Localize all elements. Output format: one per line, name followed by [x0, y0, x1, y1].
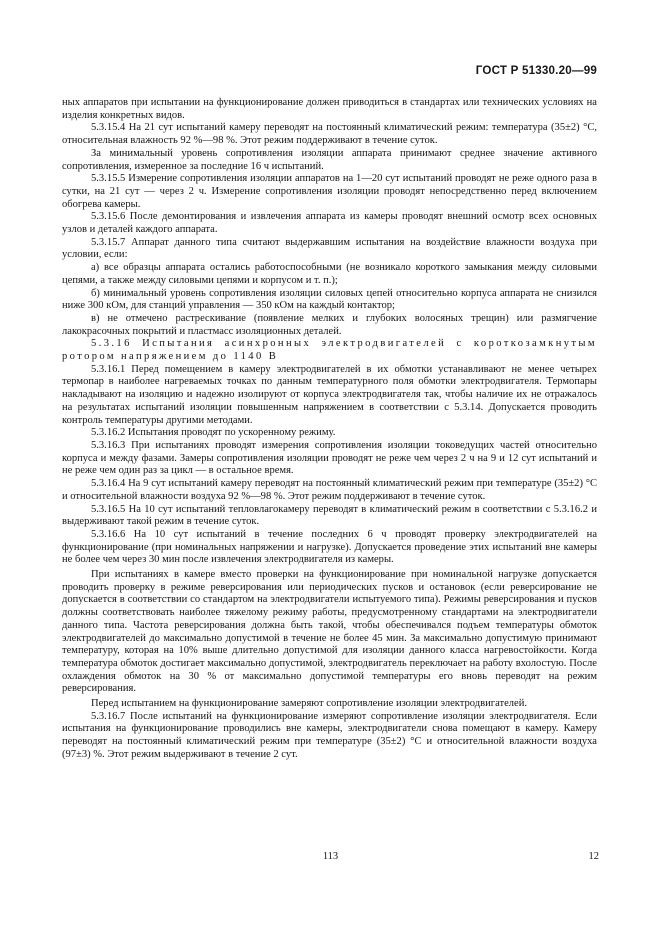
paragraph-min-resistance: За минимальный уровень сопротивления изоляции аппарата принимают среднее значение активного сопротивления, измеренное за последние 16 ч испытаний. [62, 147, 597, 172]
standard-designation: ГОСТ Р 51330.20—99 [475, 64, 597, 77]
paragraph-continuation: ных аппаратов при испытании на функционирование должен приводиться в стандартах или технических условиях на изделия конкретных видов. [62, 97, 597, 121]
folio-center-number: 113 [322, 851, 339, 862]
paragraph-5-3-16-3: 5.3.16.3 При испытаниях проводят измерения сопротивления изоляции токоведущих частей относительно корпуса и между фазами. Замеры сопротивления изоляции проводят не реже чем через 2 ч на 9 и 12 сут испытаний и не реже чем один раз за цикл — в остальное время. [62, 439, 597, 477]
paragraph-5-3-16-4: 5.3.16.4 На 9 сут испытаний камеру переводят на постоянный климатический режим при температуре (35±2) °С и относительной влажности воздуха 92 %—98 %. Этот режим поддерживают в течение суток. [62, 478, 597, 502]
paragraph-5-3-15-7: 5.3.15.7 Аппарат данного типа считают выдержавшим испытания на воздействие влажности воздуха при условии, если: [62, 236, 597, 261]
page-number: 12 [588, 851, 599, 862]
paragraph-5-3-15-5: 5.3.15.5 Измерение сопротивления изоляции аппаратов на 1—20 сут испытаний проводят не реже одного раза в сутки, на 21 сут — через 2 ч. Измерение сопротивления изоляции проводят непосредственно перед включением обогрева камеры. [62, 173, 597, 210]
list-item-a: а) все образцы аппарата остались работоспособными (не возникало короткого замыкания между силовыми цепями, а также между силовыми цепями и корпусом и т. п.); [62, 262, 597, 286]
section-heading-5-3-16: 5.3.16 Испытания асинхронных электродвигателей с короткозамкнутым ротором напряжением до 1140 В [62, 338, 597, 363]
paragraph-5-3-16-2: 5.3.16.2 Испытания проводят по ускоренному режиму. [91, 427, 336, 439]
paragraph-reversing-test: При испытаниях в камере вместо проверки на функционирование при номинальной нагрузке допускается проводить проверку в режиме реверсирования или периодических пусков и остановок (если реверсирование не допускается в соответствии со стандартом на электродвигатели испытуемого типа). Режимы реверсирования и пусков должны соответствовать наиболее тяжелому режиму работы, предусмотренному стандартами на электродвигатели данного типа. Частота реверсирования должна быть такой, чтобы обеспечивался подъем температуры обмоток электродвигателей до максимально допустимой в течение не более 45 мин. За максимально допустимую принимают температуру, которая на 10% выше длительно допустимой для изоляции данного класса нагревостойкости. Когда температура обмоток достигает максимально допустимой, электродвигатель переключает на работу вхолостую. После охлаждения обмоток на 30 % от максимально допустимой температуры его вновь переводят на режим реверсирования. [62, 569, 597, 695]
list-item-v: в) не отмечено растрескивание (появление мелких и глубоких волосяных трещин) или размягчение лакокрасочных покрытий и пластмасс изоляционных деталей. [62, 312, 597, 337]
paragraph-5-3-16-1: 5.3.16.1 Перед помещением в камеру электродвигателей в их обмотки устанавливают не менее четырех термопар в наиболее нагреваемых точках по данным температурного поля обмотки электродвигателя. Термопары накладывают на изоляцию и надежно изолируют от корпуса электродвигателя так, чтобы наличие их не отражалось на результатах испытаний изоляции повышенным напряжением в соответствии с 5.3.14. Допускается проводить контроль температуры другими методами. [62, 363, 597, 426]
list-item-b: б) минимальный уровень сопротивления изоляции силовых цепей относительно корпуса аппарата не снизился ниже 300 кОм, для станций управления — 350 кОм на каждый контактор; [62, 287, 597, 312]
paragraph-5-3-16-7: 5.3.16.7 После испытаний на функционирование измеряют сопротивление изоляции электродвигателя. Если испытания на функционирование проводились вне камеры, электродвигатели снова помещают в камеру. Камеру переводят на постоянный климатический режим при температуре (35±2) °С и относительной влажности воздуха (97±3) %. Этот режим выдерживают в течение 2 сут. [62, 710, 597, 760]
paragraph-5-3-15-6: 5.3.15.6 После демонтирования и извлечения аппарата из камеры проводят внешний осмотр всех основных узлов и деталей каждого аппарата. [62, 211, 597, 236]
paragraph-pre-test-measurement: Перед испытанием на функционирование замеряют сопротивление изоляции электродвигателей. [91, 698, 527, 710]
paragraph-5-3-15-4: 5.3.15.4 На 21 сут испытаний камеру переводят на постоянный климатический режим: температура (35±2) °С, относительная влажность 92 %—98 %. Этот режим поддерживают в течение суток. [62, 122, 597, 147]
paragraph-5-3-16-6: 5.3.16.6 На 10 сут испытаний в течение последних 6 ч проводят проверку электродвигателей на функционирование (при номинальных напряжении и нагрузке). Допускается проведение этих испытаний вне камеры не более чем через 30 мин после извлечения электродвигателя из камеры. [62, 528, 597, 566]
paragraph-5-3-16-5: 5.3.16.5 На 10 сут испытаний тепловлагокамеру переводят в климатический режим в соответствии с 5.3.16.2 и выдерживают такой режим в течение суток. [62, 503, 597, 528]
document-body [62, 97, 597, 762]
